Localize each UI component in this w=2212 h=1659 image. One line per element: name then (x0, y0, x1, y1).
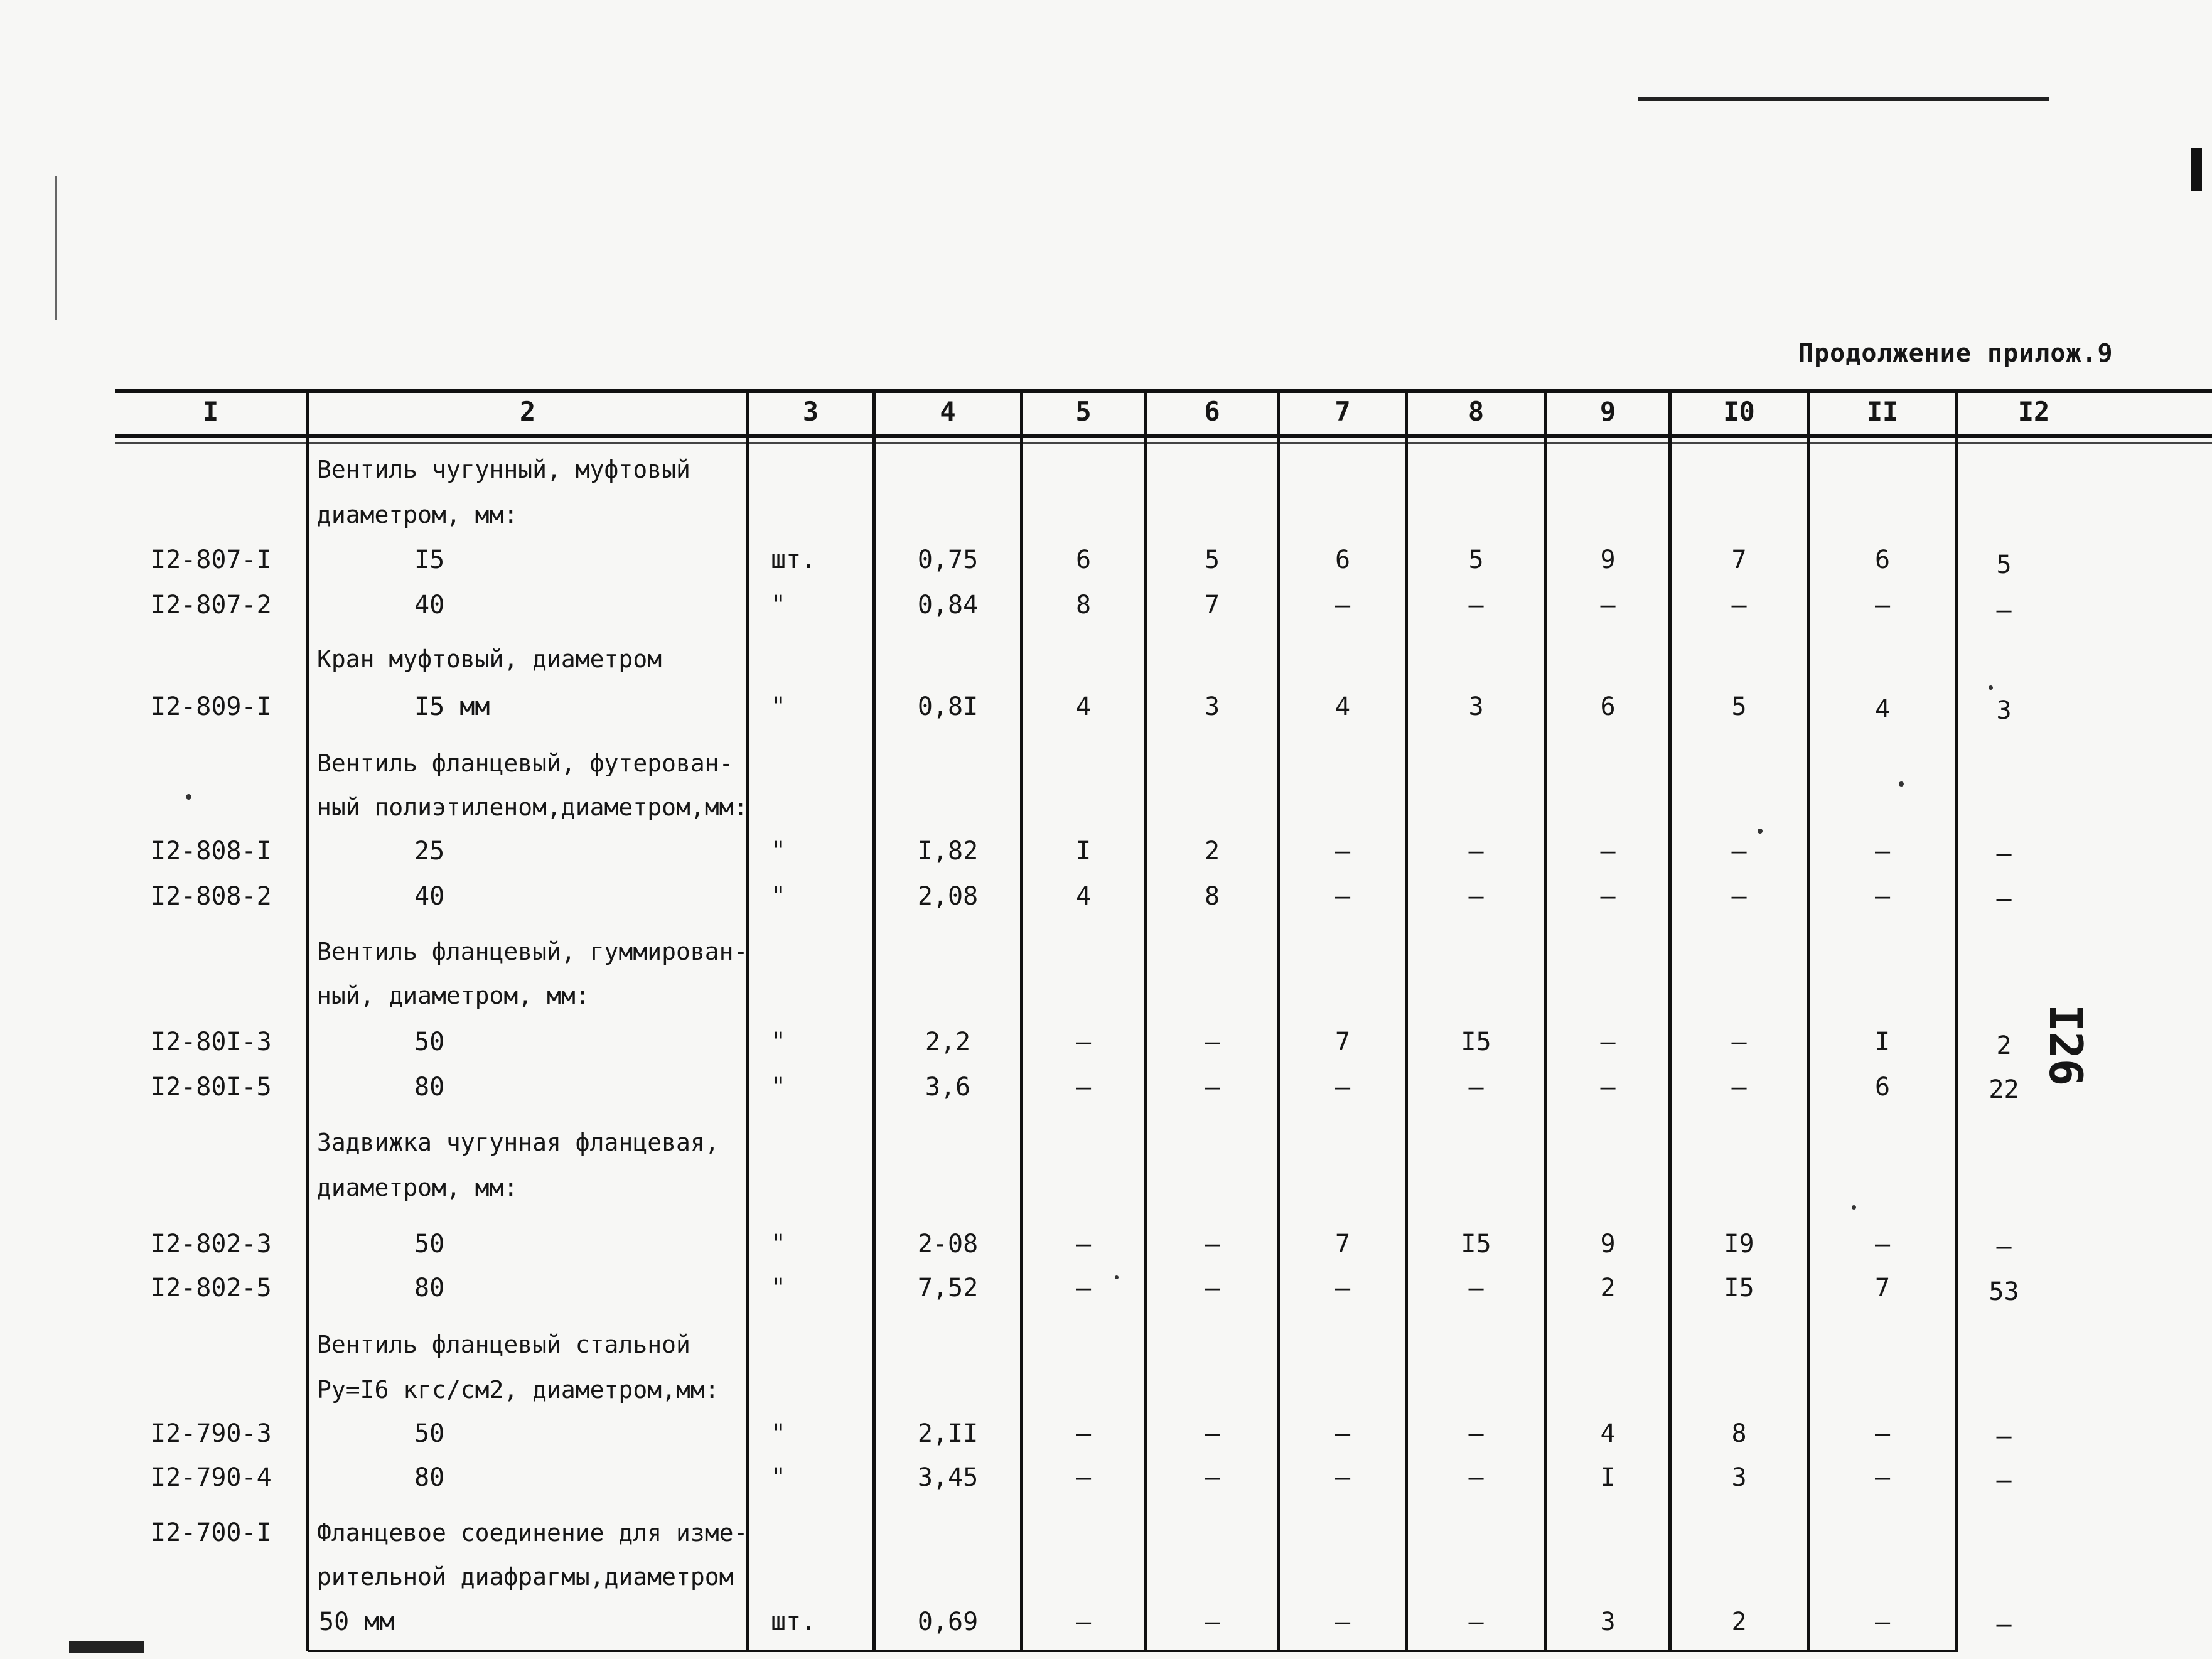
row-unit: " (771, 591, 787, 620)
group-7-desc-line-2: рительной диафрагмы,диаметром (317, 1563, 734, 1591)
group-1-desc-line-2: диаметром, мм: (317, 501, 518, 529)
row-col-9: I (1600, 1463, 1616, 1492)
scan-mark-right (2191, 148, 2202, 191)
row-col-12: – (1996, 596, 2012, 625)
row-col-5: 8 (1075, 591, 1092, 620)
row-col-10: 7 (1731, 545, 1747, 574)
row-col-5: I (1075, 837, 1092, 866)
scan-speck (1989, 685, 1993, 690)
row-size: I5 мм (414, 692, 490, 721)
row-unit: " (771, 1419, 787, 1448)
row-col-9: 3 (1600, 1608, 1616, 1636)
row-col-7: – (1334, 1463, 1351, 1492)
row-col-12: 53 (1989, 1277, 2019, 1306)
row-col-6: 2 (1204, 837, 1220, 866)
table-header-rule (115, 434, 2212, 438)
row-col-10: – (1731, 882, 1747, 911)
scan-speck (1899, 781, 1904, 787)
col-header-10: I0 (1723, 396, 1755, 427)
row-col-5: – (1075, 1608, 1092, 1636)
row-size: 50 (414, 1028, 445, 1056)
row-col-7: – (1334, 591, 1351, 620)
continuation-note: Продолжение прилож.9 (1798, 339, 2113, 368)
row-unit: шт. (771, 545, 817, 574)
table-header-rule-2 (115, 442, 2212, 444)
row-col-7: 7 (1334, 1028, 1351, 1056)
row-col-8: I5 (1461, 1230, 1491, 1259)
row-size: I5 (414, 545, 445, 574)
row-size: 50 (414, 1419, 445, 1448)
row-col-6: 3 (1204, 692, 1220, 721)
col-header-2: 2 (519, 396, 536, 427)
row-col-8: – (1468, 882, 1484, 911)
row-col-4: 7,52 (917, 1274, 979, 1302)
row-size: 40 (414, 591, 445, 620)
group-5-desc-line-1: Задвижка чугунная фланцевая, (317, 1129, 719, 1156)
col-sep-1 (306, 389, 309, 1651)
table-top-rule (115, 389, 2212, 393)
group-3-desc-line-1: Вентиль фланцевый, футерован- (317, 749, 734, 777)
group-7-desc-line-1: Фланцевое соединение для изме- (317, 1519, 748, 1547)
row-code: I2-790-4 (151, 1463, 272, 1492)
row-code: I2-808-I (151, 837, 272, 866)
row-col-5: – (1075, 1274, 1092, 1302)
row-col-8: – (1468, 591, 1484, 620)
row-col-12: 22 (1989, 1075, 2019, 1104)
row-col-7: – (1334, 837, 1351, 866)
row-col-4: 2,08 (917, 882, 979, 911)
row-col-12: 2 (1996, 1031, 2012, 1060)
row-col-8: I5 (1461, 1028, 1491, 1056)
col-header-7: 7 (1334, 396, 1351, 427)
scan-speck (186, 794, 191, 800)
row-col-6: 8 (1204, 882, 1220, 911)
row-col-4: 3,6 (925, 1073, 971, 1102)
row-col-10: 3 (1731, 1463, 1747, 1492)
row-col-4: 0,75 (917, 545, 979, 574)
row-col-10: – (1731, 1073, 1747, 1102)
row-col-9: – (1600, 837, 1616, 866)
group-5-desc-line-2: диаметром, мм: (317, 1174, 518, 1201)
row-col-6: – (1204, 1419, 1220, 1448)
row-col-4: 0,69 (917, 1608, 979, 1636)
row-col-9: 4 (1600, 1419, 1616, 1448)
row-col-8: – (1468, 837, 1484, 866)
row-unit: шт. (771, 1608, 817, 1636)
row-unit: " (771, 692, 787, 721)
row-unit: " (771, 1073, 787, 1102)
group-3-desc-line-2: ный полиэтиленом,диаметром,мм: (317, 793, 748, 821)
scan-speck (1758, 829, 1763, 834)
row-col-6: – (1204, 1463, 1220, 1492)
row-col-11: 4 (1874, 695, 1891, 724)
row-code: I2-80I-3 (151, 1028, 272, 1056)
row-col-8: – (1468, 1274, 1484, 1302)
row-col-8: – (1468, 1463, 1484, 1492)
row-col-11: – (1874, 1608, 1891, 1636)
row-col-9: 9 (1600, 545, 1616, 574)
row-col-5: – (1075, 1419, 1092, 1448)
row-col-10: I9 (1724, 1230, 1754, 1259)
row-col-7: – (1334, 1419, 1351, 1448)
row-col-6: 7 (1204, 591, 1220, 620)
row-col-7: 7 (1334, 1230, 1351, 1259)
col-header-12: I2 (2017, 396, 2050, 427)
row-col-4: 2,2 (925, 1028, 971, 1056)
row-col-7: 4 (1334, 692, 1351, 721)
row-col-4: 3,45 (917, 1463, 979, 1492)
row-code: I2-802-5 (151, 1274, 272, 1302)
row-col-4: 2,II (917, 1419, 979, 1448)
row-size: 50 мм (319, 1608, 395, 1636)
row-unit: " (771, 1028, 787, 1056)
scan-speck (1115, 1275, 1119, 1279)
row-col-5: 6 (1075, 545, 1092, 574)
row-col-10: – (1731, 837, 1747, 866)
row-col-11: – (1874, 1419, 1891, 1448)
row-col-6: – (1204, 1073, 1220, 1102)
scan-mark-left (55, 176, 57, 320)
row-col-4: I,82 (917, 837, 979, 866)
row-col-11: 6 (1874, 1073, 1891, 1102)
row-code: I2-808-2 (151, 882, 272, 911)
row-col-12: – (1996, 1610, 2012, 1639)
row-col-9: – (1600, 591, 1616, 620)
row-col-6: – (1204, 1028, 1220, 1056)
row-col-12: – (1996, 1422, 2012, 1451)
row-col-5: – (1075, 1230, 1092, 1259)
row-col-7: – (1334, 1073, 1351, 1102)
row-code: I2-809-I (151, 692, 272, 721)
row-col-10: 2 (1731, 1608, 1747, 1636)
row-col-5: 4 (1075, 882, 1092, 911)
row-col-7: – (1334, 882, 1351, 911)
row-col-6: – (1204, 1274, 1220, 1302)
col-header-8: 8 (1468, 396, 1485, 427)
row-code: I2-807-2 (151, 591, 272, 620)
row-col-9: 9 (1600, 1230, 1616, 1259)
row-unit: " (771, 1230, 787, 1259)
scan-speck (1852, 1205, 1856, 1210)
col-header-6: 6 (1204, 396, 1220, 427)
row-col-12: – (1996, 839, 2012, 868)
row-col-12: – (1996, 884, 2012, 913)
group-6-desc-line-2: Ру=I6 кгс/см2, диаметром,мм: (317, 1376, 719, 1404)
row-code: I2-802-3 (151, 1230, 272, 1259)
col-header-3: 3 (802, 396, 819, 427)
table-bottom-rule (308, 1650, 1958, 1652)
row-col-11: – (1874, 1230, 1891, 1259)
row-size: 80 (414, 1073, 445, 1102)
row-unit: " (771, 1463, 787, 1492)
row-col-10: 8 (1731, 1419, 1747, 1448)
row-code: I2-80I-5 (151, 1073, 272, 1102)
group-2-desc-line-1: Кран муфтовый, диаметром (317, 645, 662, 673)
row-col-12: – (1996, 1466, 2012, 1495)
col-header-1: I (202, 396, 219, 427)
row-col-11: 7 (1874, 1274, 1891, 1302)
group-4-desc-line-1: Вентиль фланцевый, гуммирован- (317, 938, 748, 965)
row-col-11: 6 (1874, 545, 1891, 574)
row-col-11: – (1874, 1463, 1891, 1492)
row-unit: " (771, 837, 787, 866)
page-number: I26 (2039, 1004, 2092, 1087)
row-code: I2-790-3 (151, 1419, 272, 1448)
row-col-5: – (1075, 1028, 1092, 1056)
row-col-9: 2 (1600, 1274, 1616, 1302)
row-size: 40 (414, 882, 445, 911)
row-col-10: I5 (1724, 1274, 1754, 1302)
col-header-9: 9 (1599, 396, 1616, 427)
row-col-11: – (1874, 591, 1891, 620)
row-col-7: – (1334, 1274, 1351, 1302)
row-size: 80 (414, 1463, 445, 1492)
row-col-10: – (1731, 1028, 1747, 1056)
row-col-12: 3 (1996, 696, 2012, 725)
col-header-4: 4 (940, 396, 956, 427)
row-col-9: – (1600, 1073, 1616, 1102)
row-col-6: – (1204, 1608, 1220, 1636)
row-col-6: – (1204, 1230, 1220, 1259)
row-col-4: 2-08 (917, 1230, 979, 1259)
row-col-8: 5 (1468, 545, 1484, 574)
group-6-desc-line-1: Вентиль фланцевый стальной (317, 1331, 690, 1358)
row-col-9: 6 (1600, 692, 1616, 721)
group-4-desc-line-2: ный, диаметром, мм: (317, 982, 590, 1009)
row-col-8: – (1468, 1073, 1484, 1102)
group-1-desc-line-1: Вентиль чугунный, муфтовый (317, 456, 690, 483)
row-col-9: – (1600, 882, 1616, 911)
row-col-11: I (1874, 1028, 1891, 1056)
scan-mark-bottom (69, 1641, 144, 1653)
group-7-code: I2-700-I (151, 1518, 272, 1547)
row-col-8: – (1468, 1419, 1484, 1448)
row-col-9: – (1600, 1028, 1616, 1056)
row-size: 25 (414, 837, 445, 866)
row-col-7: 6 (1334, 545, 1351, 574)
scan-mark-top (1638, 97, 2049, 101)
row-col-11: – (1874, 882, 1891, 911)
row-col-7: – (1334, 1608, 1351, 1636)
row-col-8: – (1468, 1608, 1484, 1636)
col-header-11: II (1866, 396, 1899, 427)
row-unit: " (771, 882, 787, 911)
row-size: 80 (414, 1274, 445, 1302)
row-col-5: 4 (1075, 692, 1092, 721)
row-col-5: – (1075, 1073, 1092, 1102)
col-sep-2 (746, 389, 749, 1651)
row-col-5: – (1075, 1463, 1092, 1492)
row-col-12: – (1996, 1232, 2012, 1261)
row-col-10: – (1731, 591, 1747, 620)
row-col-4: 0,8I (917, 692, 979, 721)
row-col-4: 0,84 (917, 591, 979, 620)
row-col-10: 5 (1731, 692, 1747, 721)
row-col-12: 5 (1996, 550, 2012, 579)
row-col-8: 3 (1468, 692, 1484, 721)
row-code: I2-807-I (151, 545, 272, 574)
col-header-5: 5 (1075, 396, 1092, 427)
row-unit: " (771, 1274, 787, 1302)
row-size: 50 (414, 1230, 445, 1259)
row-col-11: – (1874, 837, 1891, 866)
row-col-6: 5 (1204, 545, 1220, 574)
